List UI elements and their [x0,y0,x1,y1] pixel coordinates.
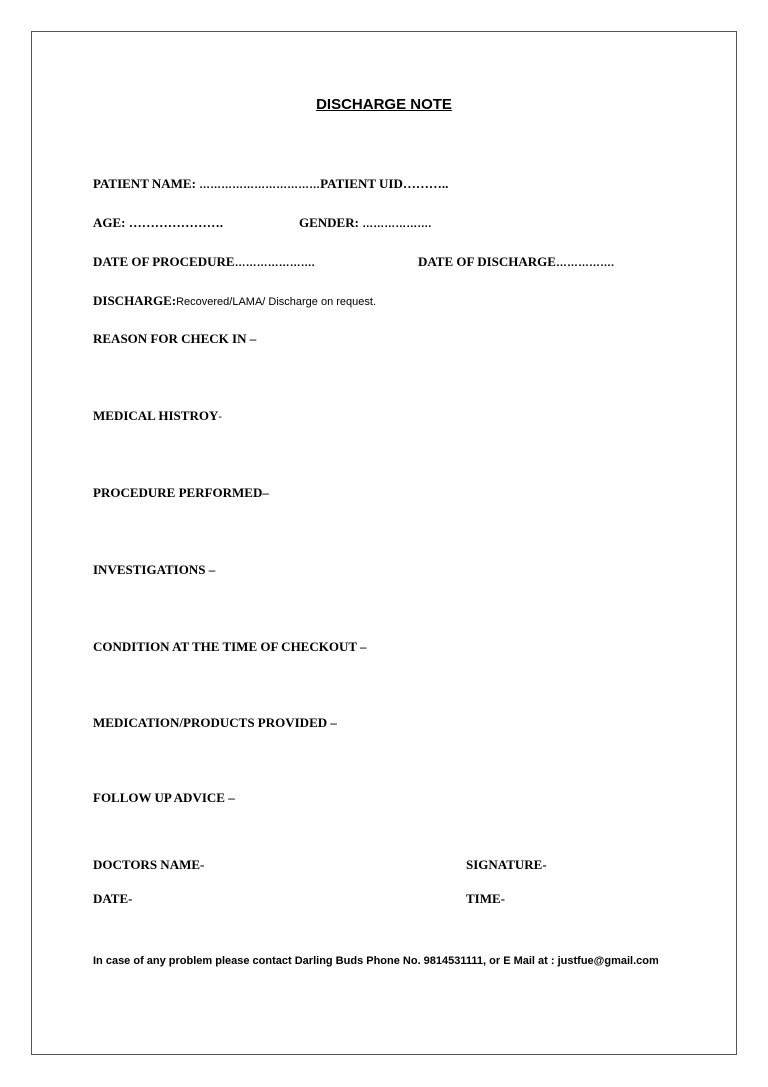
date-label: DATE- [93,891,133,906]
date-discharge-line [418,254,614,270]
discharge-value: Recovered/LAMA/ Discharge on request. [176,296,377,308]
gender-line [299,215,431,231]
investigations-label: INVESTIGATIONS – [93,562,216,577]
gender-label: GENDER: [299,215,363,230]
history-label: MEDICAL HISTROY [93,408,219,423]
gender-field[interactable]: ………………. [362,218,432,230]
age-line [93,215,223,231]
contact-footer: In case of any problem please contact Darling Buds Phone No. 9814531111, or E Mail at : justfue@gmail.com [93,955,659,967]
signature-label: SIGNATURE- [466,857,547,872]
history-line [93,408,222,424]
procedure-label: PROCEDURE PERFORMED– [93,485,269,500]
patient-name-field[interactable]: …………………………… [199,179,321,191]
date-discharge-field[interactable]: ……………. [555,257,615,269]
history-dash: - [218,411,222,423]
condition-label: CONDITION AT THE TIME OF CHECKOUT – [93,639,367,654]
patient-uid-label: PATIENT UID [320,176,403,191]
date-procedure-field[interactable]: …………………. [234,257,315,269]
medication-label: MEDICATION/PRODUCTS PROVIDED – [93,715,337,730]
date-discharge-label: DATE OF DISCHARGE [418,254,556,269]
age-label: AGE: [93,215,129,230]
doctor-name-label: DOCTORS NAME- [93,857,205,872]
page-title: DISCHARGE NOTE [316,96,452,113]
time-label: TIME- [466,891,505,906]
followup-label: FOLLOW UP ADVICE – [93,790,235,805]
age-field[interactable]: …………………. [128,215,223,230]
date-procedure-label: DATE OF PROCEDURE [93,254,235,269]
date-procedure-line [93,254,315,270]
discharge-line [93,293,376,309]
discharge-label: DISCHARGE: [93,293,177,308]
patient-info-line [93,176,448,192]
patient-name-label: PATIENT NAME: [93,176,200,191]
reason-label: REASON FOR CHECK IN – [93,331,257,346]
patient-uid-field[interactable]: ……….. [402,176,449,191]
